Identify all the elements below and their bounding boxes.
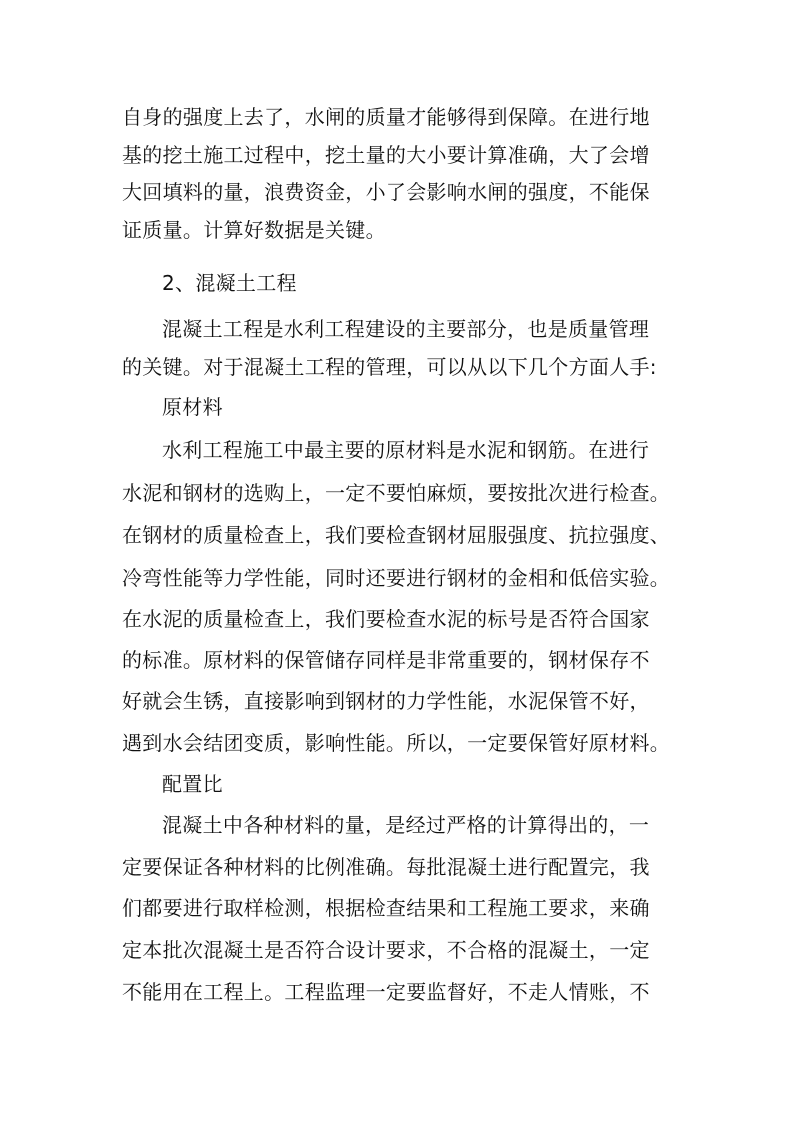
subheading-raw-materials: 原材料 xyxy=(162,395,223,419)
text-line-16: 遇到水会结团变质，影响性能。所以，一定要保管好原材料。 xyxy=(122,731,671,755)
text-line-12: 冷弯性能等力学性能，同时还要进行钢材的金相和低倍实验。 xyxy=(122,566,671,590)
text-line-3: 大回填料的量，浪费资金，小了会影响水闸的强度，不能保 xyxy=(122,180,650,204)
text-line-14: 的标准。原材料的保管储存同样是非常重要的，钢材保存不 xyxy=(122,648,650,672)
text-line-15: 好就会生锈，直接影响到钢材的力学性能，水泥保管不好， xyxy=(122,689,650,713)
text-line-21: 定本批次混凝土是否符合设计要求，不合格的混凝土，一定 xyxy=(122,938,650,962)
text-line-11: 在钢材的质量检查上，我们要检查钢材屈服强度、抗拉强度、 xyxy=(122,523,671,547)
text-line-9: 水利工程施工中最主要的原材料是水泥和钢筋。在进行 xyxy=(162,438,650,462)
text-line-20: 们都要进行取样检测，根据检查结果和工程施工要求，来确 xyxy=(122,896,650,920)
text-line-1: 自身的强度上去了，水闸的质量才能够得到保障。在进行地 xyxy=(122,105,650,129)
text-line-13: 在水泥的质量检查上，我们要检查水泥的标号是否符合国家 xyxy=(122,607,650,631)
text-line-22: 不能用在工程上。工程监理一定要监督好，不走人情账，不 xyxy=(122,980,650,1004)
subheading-mix-ratio: 配置比 xyxy=(162,772,223,796)
text-line-10: 水泥和钢材的选购上，一定不要怕麻烦，要按批次进行检查。 xyxy=(122,481,671,505)
text-line-4: 证质量。计算好数据是关键。 xyxy=(122,218,386,242)
text-line-19: 定要保证各种材料的比例准确。每批混凝土进行配置完，我 xyxy=(122,855,650,879)
text-line-7: 的关键。对于混凝土工程的管理，可以从以下几个方面人手: xyxy=(122,355,657,379)
text-line-18: 混凝土中各种材料的量，是经过严格的计算得出的，一 xyxy=(162,813,650,837)
text-line-6: 混凝土工程是水利工程建设的主要部分，也是质量管理 xyxy=(162,317,650,341)
section-heading-concrete: 2、混凝土工程 xyxy=(162,271,297,295)
text-line-2: 基的挖土施工过程中，挖土量的大小要计算准确，大了会增 xyxy=(122,143,650,167)
